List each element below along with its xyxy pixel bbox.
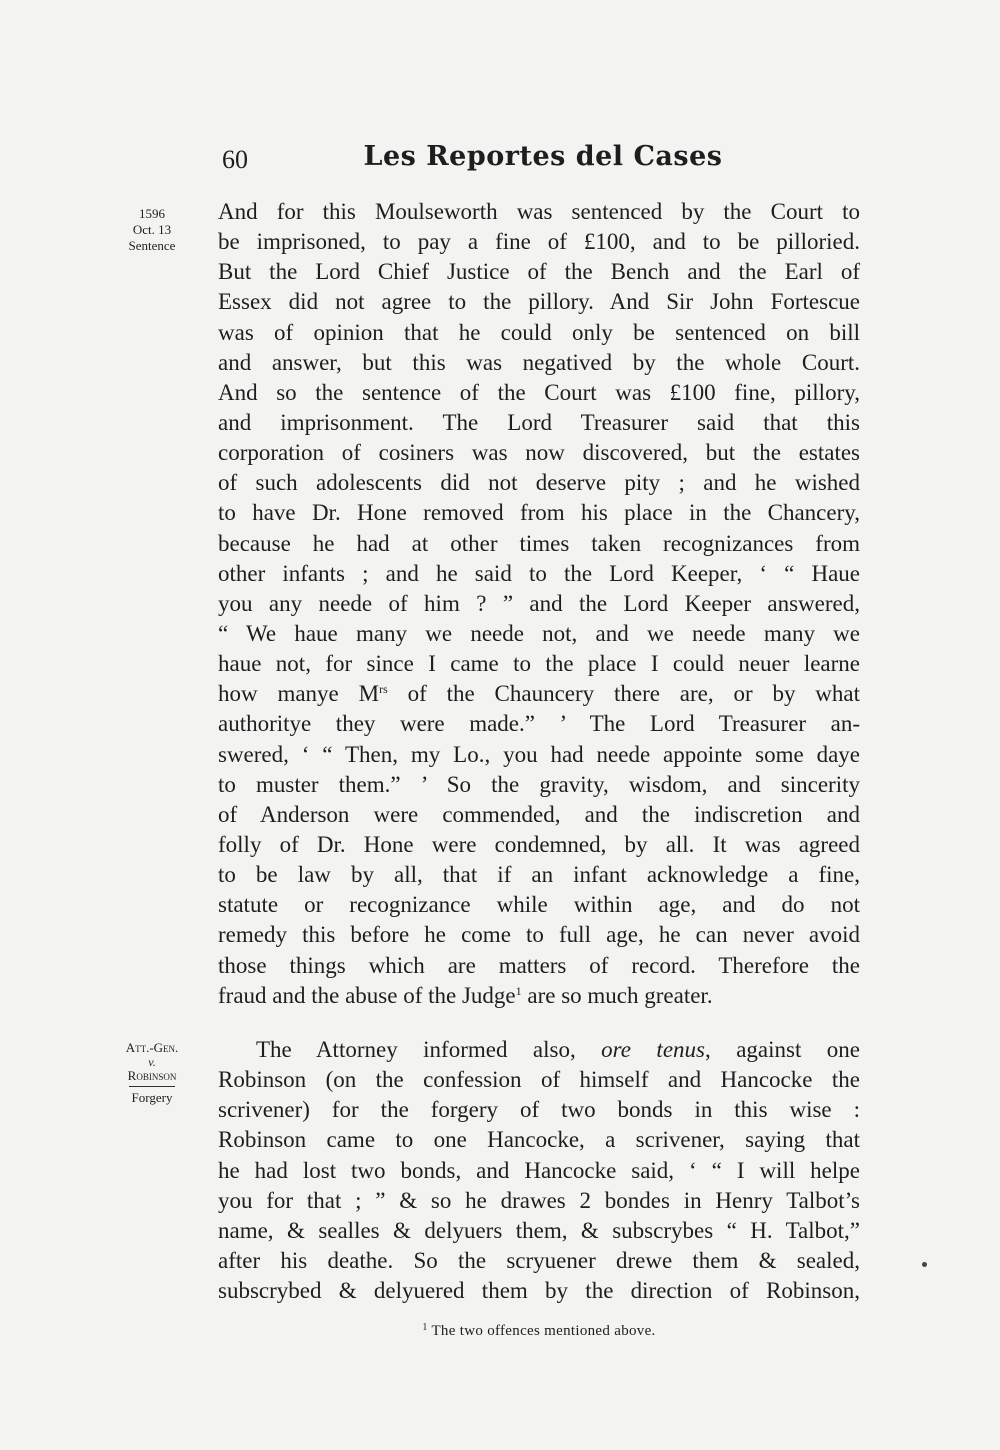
text-line: Essex did not agree to the pillory. And Sir John Fortescue bbox=[218, 289, 860, 315]
text-line: And for this Moulseworth was sentenced by the Court to bbox=[218, 199, 860, 224]
text-segment: fraud and the abuse of the Judge bbox=[218, 982, 516, 1008]
text-line bbox=[218, 981, 860, 1011]
margin-note-defendant: Robinson bbox=[127, 1068, 177, 1083]
text-line: But the Lord Chief Justice of the Bench and the Earl of bbox=[218, 259, 860, 285]
text-segment: The Attorney informed also, bbox=[256, 1037, 602, 1062]
latin-phrase: ore tenus bbox=[601, 1037, 705, 1062]
text-line: Robinson came to one Hancocke, a scrivener, saying that bbox=[218, 1127, 860, 1153]
margin-note-sentence bbox=[112, 206, 192, 254]
text-line: and imprisonment. The Lord Treasurer said that this bbox=[218, 409, 860, 435]
text-line bbox=[218, 1035, 860, 1065]
ink-speck bbox=[922, 1262, 927, 1267]
text-line: you any neede of him ? ” and the Lord Keeper answered, bbox=[218, 590, 860, 616]
text-segment: , against one bbox=[704, 1037, 860, 1062]
text-segment: of the Chauncery there are, or by what bbox=[387, 681, 861, 707]
text-line: to be law by all, that if an infant acknowledge a fine, bbox=[218, 862, 860, 888]
paragraph-robinson-forgery bbox=[218, 1035, 860, 1306]
text-line: swered, ‘ “ Then, my Lo., you had neede appointe some daye bbox=[218, 741, 860, 767]
text-line: authoritye they were made.” ’ The Lord Treasurer an- bbox=[218, 711, 860, 737]
text-line: to muster them.” ’ So the gravity, wisdom, and sincerity bbox=[218, 771, 860, 797]
text-line: scrivener) for the forgery of two bonds in this wise : bbox=[218, 1097, 860, 1123]
text-line: he had lost two bonds, and Hancocke said, ‘ “ I will helpe bbox=[218, 1157, 860, 1183]
text-line: corporation of cosiners was now discovered, but the estates bbox=[218, 440, 860, 466]
margin-note-rule bbox=[129, 1086, 175, 1087]
footnote-reference: 1 bbox=[515, 983, 522, 998]
margin-note-forgery bbox=[112, 1040, 192, 1106]
page-header bbox=[218, 141, 860, 181]
text-line: statute or recognizance while within age, and do not bbox=[218, 892, 860, 918]
margin-note-versus: v. bbox=[148, 1055, 156, 1069]
text-segment: are so much greater. bbox=[521, 982, 713, 1008]
text-line: and answer, but this was negatived by the whole Court. bbox=[218, 349, 860, 375]
text-line: “ We haue many we neede not, and we neede many we bbox=[218, 620, 860, 646]
superscript-abbreviation: rs bbox=[379, 682, 388, 697]
paragraph-moulseworth-sentence bbox=[218, 197, 860, 1011]
text-line: subscrybed & delyuered them by the direction of Robinson, bbox=[218, 1278, 860, 1304]
footnote bbox=[218, 1323, 860, 1340]
text-line: to have Dr. Hone removed from his place in the Chancery, bbox=[218, 500, 860, 526]
text-line: you for that ; ” & so he drawes 2 bondes in Henry Talbot’s bbox=[218, 1187, 860, 1213]
text-line: of such adolescents did not deserve pity ; and he wished bbox=[218, 470, 860, 496]
text-line: name, & sealles & delyuers them, & subscrybes “ H. Talbot,” bbox=[218, 1217, 860, 1243]
margin-note-year: 1596 bbox=[139, 206, 165, 221]
text-line: after his deathe. So the scryuener drewe them & sealed, bbox=[218, 1247, 860, 1273]
text-line: of Anderson were commended, and the indiscretion and bbox=[218, 801, 860, 827]
text-line: haue not, for since I came to the place I could neuer learne bbox=[218, 651, 860, 677]
margin-note-topic: Forgery bbox=[131, 1090, 173, 1105]
text-line: because he had at other times taken recognizances from bbox=[218, 530, 860, 556]
page-number: 60 bbox=[222, 145, 248, 174]
text-segment: how manye M bbox=[218, 681, 380, 707]
text-line: And so the sentence of the Court was £100 fine, pillory, bbox=[218, 379, 860, 405]
running-title: Les Reportes del Cases bbox=[363, 141, 723, 172]
footnote-text: The two offences mentioned above. bbox=[431, 1323, 656, 1339]
text-line: those things which are matters of record. Therefore the bbox=[218, 952, 860, 978]
margin-note-date: Oct. 13 bbox=[132, 222, 172, 237]
text-line: was of opinion that he could only be sentenced on bill bbox=[218, 319, 860, 345]
text-line: folly of Dr. Hone were condemned, by all. It was agreed bbox=[218, 831, 860, 857]
margin-note-plaintiff: Att.-Gen. bbox=[125, 1040, 179, 1055]
text-line: be imprisoned, to pay a fine of £100, and to be pilloried. bbox=[218, 229, 860, 255]
text-line: Robinson (on the confession of himself and Hancocke the bbox=[218, 1067, 860, 1093]
text-line: other infants ; and he said to the Lord Keeper, ‘ “ Haue bbox=[218, 560, 860, 586]
text-line: remedy this before he come to full age, he can never avoid bbox=[218, 922, 860, 948]
margin-note-topic: Sentence bbox=[128, 238, 176, 253]
text-line bbox=[218, 679, 860, 709]
footnote-marker: 1 bbox=[422, 1322, 428, 1333]
